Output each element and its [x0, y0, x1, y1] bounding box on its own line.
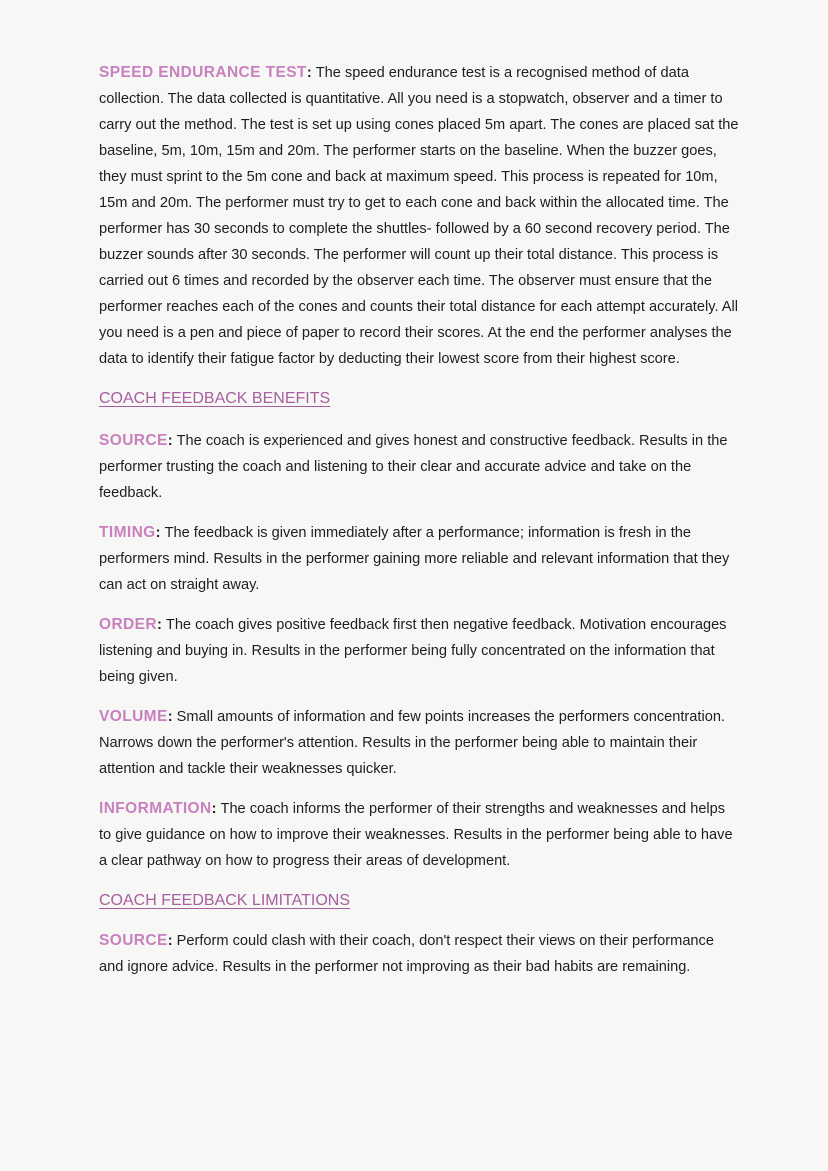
benefit-information-text: The coach informs the performer of their strengths and weaknesses and helps to give guidance on how to improve their weaknesses. Results in the performer being able to have a clear pathway on how to progress their areas of development. [99, 801, 733, 869]
speed-endurance-paragraph: SPEED ENDURANCE TEST: The speed endurance test is a recognised method of data collection. The data collected is quantitative. All you need is a stopwatch, observer and a timer to carry out the method. The test is set up using cones placed 5m apart. The cones are placed sat the baseline, 5m, 10m, 15m and 20m. The performer starts on the baseline. When the buzzer goes, they must sprint to the 5m cone and back at maximum speed. This process is repeated for 10m, 15m and 20m. The performer must try to get to each cone and back within the allocated time. The performer has 30 seconds to complete the shuttles- followed by a 60 second recovery period. The buzzer sounds after 30 seconds. The performer will count up their total distance. This process is carried out 6 times and recorded by the observer each time. The observer must ensure that the performer reaches each of the cones and counts their total distance for each attempt accurately. All you need is a pen and piece of paper to record their scores. At the end the performer analyses the data to identify their fatigue factor by deducting their lowest score from their highest score. [99, 64, 739, 367]
benefit-information-label: INFORMATION [99, 800, 212, 817]
benefit-timing-paragraph: TIMING: The feedback is given immediately after a performance; information is fresh in the performers mind. Results in the performer gaining more reliable and relevant information that they can act on straight away. [99, 524, 730, 593]
benefit-volume-text: Small amounts of information and few points increases the performers concentration. Narrows down the performer's attention. Results in the performer being able to maintain their attention and tackle their weaknesses quicker. [99, 709, 725, 777]
limitations-heading: COACH FEEDBACK LIMITATIONS [99, 892, 350, 909]
limitation-source-text: Perform could clash with their coach, don't respect their views on their performance and ignore advice. Results in the performer not improving as their bad habits are remaining. [99, 933, 714, 975]
benefit-source-label: SOURCE [99, 432, 168, 449]
benefit-timing-label: TIMING [99, 524, 156, 541]
benefits-heading: COACH FEEDBACK BENEFITS [99, 390, 331, 407]
limitation-source-paragraph: SOURCE: Perform could clash with their coach, don't respect their views on their performance and ignore advice. Results in the performer not improving as their bad habits are remaining. [99, 932, 714, 975]
benefit-order-paragraph: ORDER: The coach gives positive feedback first then negative feedback. Motivation encourages listening and buying in. Results in the performer being fully concentrated on the information that being given. [99, 616, 727, 685]
document-content [99, 60, 739, 980]
benefit-information-paragraph: INFORMATION: The coach informs the performer of their strengths and weaknesses and helps to give guidance on how to improve their weaknesses. Results in the performer being able to have a clear pathway on how to progress their areas of development. [99, 800, 733, 869]
benefit-timing-text: The feedback is given immediately after a performance; information is fresh in the performers mind. Results in the performer gaining more reliable and relevant information that they can act on straight away. [99, 525, 730, 593]
benefit-source-text: The coach is experienced and gives honest and constructive feedback. Results in the performer trusting the coach and listening to their clear and accurate advice and take on the feedback. [99, 433, 728, 501]
speed-endurance-label: SPEED ENDURANCE TEST [99, 64, 307, 81]
limitation-source-label: SOURCE [99, 932, 168, 949]
benefit-order-text: The coach gives positive feedback first then negative feedback. Motivation encourages listening and buying in. Results in the performer being fully concentrated on the information that being given. [99, 617, 727, 685]
benefit-source-paragraph: SOURCE: The coach is experienced and gives honest and constructive feedback. Results in the performer trusting the coach and listening to their clear and accurate advice and take on the feedback. [99, 432, 728, 501]
benefit-volume-label: VOLUME [99, 708, 168, 725]
benefit-volume-paragraph: VOLUME: Small amounts of information and few points increases the performers concentration. Narrows down the performer's attention. Results in the performer being able to maintain their attention and tackle their weaknesses quicker. [99, 708, 725, 777]
speed-endurance-text: The speed endurance test is a recognised method of data collection. The data collected is quantitative. All you need is a stopwatch, observer and a timer to carry out the method. The test is set up using cones placed 5m apart. The cones are placed sat the baseline, 5m, 10m, 15m and 20m. The performer starts on the baseline. When the buzzer goes, they must sprint to the 5m cone and back at maximum speed. This process is repeated for 10m, 15m and 20m. The performer must try to get to each cone and back within the allocated time. The performer has 30 seconds to complete the shuttles- followed by a 60 second recovery period. The buzzer sounds after 30 seconds. The performer will count up their total distance. This process is carried out 6 times and recorded by the observer each time. The observer must ensure that the performer reaches each of the cones and counts their total distance for each attempt accurately. All you need is a pen and piece of paper to record their scores. At the end the performer analyses the data to identify their fatigue factor by deducting their lowest score from their highest score. [99, 65, 739, 367]
benefit-order-label: ORDER [99, 616, 157, 633]
